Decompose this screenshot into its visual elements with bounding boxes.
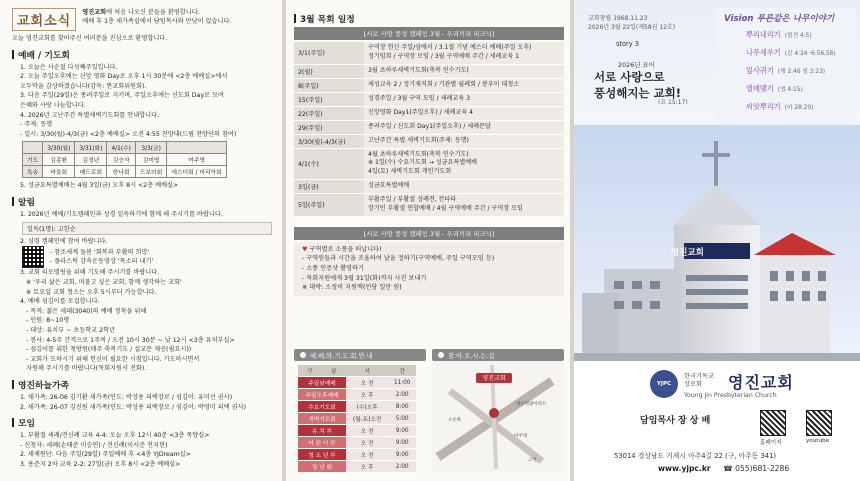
sched-cell: 김승자 — [107, 154, 135, 166]
founded-date: 교회창립 1968.11.23 — [588, 15, 648, 22]
worship-times-place: (수)오후 — [346, 401, 388, 413]
worship-section-title: 예배 / 기도회 — [12, 48, 272, 61]
worship-times-name: 청 소 년 부 — [298, 449, 346, 461]
event-row — [294, 121, 564, 135]
meeting-item: 2. 새채원단: 다음 주일(29일) 주일예배 후 <4층 YJDream실> — [20, 451, 191, 459]
worship-item: 오두막을 감상하겠습니다(감독: 찐교회위원회). — [20, 82, 147, 90]
worship-times-box — [294, 349, 426, 477]
event-line: 신앙영화 Day1(주일오후) / 세례교육 4 — [368, 108, 473, 116]
worship-times-row — [298, 437, 416, 449]
worship-item: 2. 오늘 주일오후에는 신앙 영화 Day로 오후 1시 30분에 <2층 예배실>에서 — [20, 73, 228, 81]
worship-item: 4. 2026년 고난주간 특별새벽기도회를 안내합니다. — [20, 111, 160, 119]
church-name-english: Young Jin Presbyterian Church — [684, 392, 777, 399]
vision-keyword: 잎사귀기 — [746, 66, 774, 75]
welcome-text — [82, 8, 231, 27]
worship-times-time: 2:00 — [388, 461, 416, 473]
worship-times-place: 오 전 — [346, 437, 388, 449]
vision-reference: (갈 4:24 ·6:56,58) — [784, 51, 836, 57]
event-line: 부활주일 / 부활절 성례전, 칸타타 — [368, 196, 457, 204]
worship-times-row — [298, 413, 416, 425]
phone-number: ☎ 055)681-2286 — [723, 464, 790, 473]
welcome-line3: 오늘 영진교회를 찾아주신 여러분을 진심으로 환영합니다. — [12, 35, 168, 42]
worship-times-time: 9:00 — [388, 425, 416, 437]
worship-times-time: 2:00 — [388, 389, 416, 401]
notice-item-4-line: - 목적: 젊은 세대(3040)의 예배 정착을 위해 — [26, 307, 147, 315]
worship-times-time: 9:00 — [388, 437, 416, 449]
sched-cell: 김정년 — [75, 154, 107, 166]
worship-times-time: 5:00 — [388, 413, 416, 425]
map-label-bottom: 고현 — [528, 458, 537, 463]
event-content — [364, 65, 564, 78]
bullet-icon — [438, 352, 444, 358]
event-date: 22(주일) — [294, 107, 364, 120]
picnic-text: 구역별로 소풍을 떠납니다! — [309, 245, 382, 253]
worship-times-place: 오 후 — [346, 461, 388, 473]
picnic-line — [302, 245, 556, 255]
sched-cell: 바울회 — [43, 166, 75, 178]
story-label: story 3 — [616, 40, 639, 48]
worship-item-5: 5. 성금요특별예배는 4월 3일(금) 오후 8시 <2층 예배실> — [20, 182, 179, 190]
notice-item-4-line: - 대상: 유치부 ~ 초등학교 2학년 — [26, 326, 116, 334]
worship-times-place: 오 전 — [346, 449, 388, 461]
worship-times-place: 오 후 — [346, 389, 388, 401]
worship-item: - 주제: 동행 — [20, 121, 53, 129]
qr-line-1: - 참조세계 돌봄 '회복과 부활의 희망' — [50, 248, 150, 256]
campaign-banner-2: [서로 사랑 풍성 캠페인 3월 - 우리끼리 피크닉] — [294, 227, 564, 240]
event-line: 고난주간 특별 새벽기도회(주제: 동행) — [368, 136, 469, 144]
event-line: 성금요특별예배 — [368, 182, 410, 190]
worship-times-place: (월-토)오전 — [346, 413, 388, 425]
sched-cell: 에스더회 / 마리아회 — [167, 166, 226, 178]
worship-times-place: 오 전 — [346, 425, 388, 437]
notice-section-title: 알림 — [12, 195, 272, 208]
qr-code-icon[interactable] — [22, 246, 44, 268]
year-motto-label: 2026년 표어 — [618, 61, 655, 69]
worship-items — [12, 63, 272, 140]
worship-times-header: 예.배.와.기.도.회.안.내 — [294, 349, 426, 361]
directions-header: 찾.아.오.시.는.길 — [432, 349, 564, 361]
welcome-line1: 에 처음 나오신 분들을 환영합니다. — [106, 9, 200, 16]
worship-times-time: 8:00 — [388, 401, 416, 413]
vision-keyword: 씨앗뿌리기 — [746, 102, 781, 111]
sched-day-header — [167, 142, 226, 154]
worship-times-row — [298, 389, 416, 401]
meeting-items — [12, 431, 272, 469]
event-content — [364, 107, 564, 120]
notice-item-4-line: - 인원: 8~10명 — [26, 317, 70, 325]
sched-cell: 한나회 — [107, 166, 135, 178]
vision-line — [746, 84, 803, 94]
event-date: 3/1(주일) — [294, 42, 364, 64]
reading-box: 일독(1명): 고한순 — [22, 222, 272, 235]
family-item: 1. 새가족: 26-06 김기환 새가족(인도: 박성용 피택장로 / 섬김이: 유미선 권사) — [20, 394, 233, 402]
event-line: 4월 초하루새벽기도회(축복 인수기도) — [368, 150, 469, 158]
event-date: 5일(주일) — [294, 194, 364, 216]
worship-times-name: 어 린 이 부 — [298, 437, 346, 449]
news-header — [12, 8, 272, 31]
event-line: ※ 1일(수) 수요기도회 → 성금요특별예배 — [368, 159, 478, 167]
picnic-line — [302, 274, 556, 284]
welcome-line2: 예배 후 1층 새가족실에서 담임목사와 만남이 있습니다. — [82, 18, 232, 26]
prayer-schedule-table — [22, 141, 227, 178]
notice-item-4-line: - 교회가 도하시기 위해 헌신이 필요한 시점입니다. 기도하시면서 — [26, 355, 200, 363]
worship-times-time: 11:00 — [388, 377, 416, 389]
schedule-title: 3월 목회 일정 — [294, 12, 564, 25]
church-building-photo — [574, 125, 860, 361]
event-date: 3/30(월)-4/3(금) — [294, 135, 364, 148]
cross-vertical — [714, 141, 718, 187]
worship-times-row — [298, 461, 416, 473]
middle-panel — [286, 0, 572, 481]
church-marker-icon — [489, 408, 499, 418]
picnic-text: ※ 대박: 소정비 지원액(인당 일만 원) — [302, 284, 402, 292]
event-content — [364, 79, 564, 92]
family-section-title: 영진하늘가족 — [12, 378, 272, 391]
worship-times-name: 청 년 회 — [298, 461, 346, 473]
campaign-qr-row — [22, 246, 272, 268]
event-line: 3월 초하루새벽기도회(축복 인수기도) — [368, 66, 469, 74]
sched-cell: 김종환 — [43, 154, 75, 166]
event-content — [364, 194, 564, 216]
event-content — [364, 149, 564, 179]
church-news-title: 교회소식 — [12, 8, 76, 31]
event-row — [294, 65, 564, 79]
picnic-list — [294, 242, 564, 296]
event-row — [294, 42, 564, 65]
heart-icon: ♥ — [302, 245, 310, 253]
event-date: 8(주일) — [294, 79, 364, 92]
map-label-cross: 오른쪽 — [448, 418, 462, 423]
issue-meta — [588, 14, 675, 32]
worship-times-row — [298, 449, 416, 461]
worship-times-time: 9:00 — [388, 449, 416, 461]
vision-line — [746, 30, 812, 40]
worship-times-head-cell: 간 — [388, 365, 416, 377]
notice-item-3a: ※ '우리 삶은 교회, 머물고 싶은 교회, 함께 생각하는 교회' — [26, 278, 182, 286]
worship-item: 1. 오늘은 사순절 다섯째주일입니다. — [20, 63, 118, 71]
worship-times-name: 새벽기도회 — [298, 413, 346, 425]
worship-times-name: 수요기도회 — [298, 401, 346, 413]
qr-line-2: - 플라스틱 감축운동영상 '목소리 내기' — [50, 258, 154, 266]
church-logo-icon: YJPC — [650, 370, 678, 398]
notice-item-4-line: - 봉사: 4-5주 간격으로 1주씩 / 오전 10시 30분 ~ 낮 12시 <3층 유치부실> — [26, 336, 235, 344]
event-list — [294, 42, 564, 217]
vision-line — [746, 48, 836, 58]
family-items — [12, 393, 272, 412]
worship-item: 은혜와 사랑 나눔합니다. — [20, 102, 86, 110]
map-label-store: 대우영광아파트 — [516, 402, 547, 407]
worship-times-head-cell: 시 — [346, 365, 388, 377]
motto-line-1: 서로 사랑으로 — [594, 70, 665, 84]
picnic-text: - 소풍 인증샷 촬영하기 — [302, 265, 364, 273]
event-row — [294, 180, 564, 194]
sched-day-header: 3/30(월) — [43, 142, 75, 154]
event-content — [364, 93, 564, 106]
map-church-label: 영진교회 — [482, 375, 506, 382]
church-address: 53014 경상남도 거제시 아주4길 22 (구, 아주동 341) — [614, 452, 777, 460]
campaign-banner-1: [서로 사랑 풍성 캠페인 3월 - 우리끼리 피크닉] — [294, 27, 564, 40]
location-map[interactable] — [432, 361, 564, 473]
event-row — [294, 93, 564, 107]
vision-keyword: 열매맺기 — [746, 84, 774, 93]
sched-day-header: 3/3(금) — [135, 142, 166, 154]
pastor-name: 담임목사 장 상 배 — [640, 416, 711, 426]
sched-row-label: 기도 — [23, 154, 43, 166]
vision-line — [746, 102, 813, 112]
sched-day-header: 4/1(수) — [107, 142, 135, 154]
event-line: 종려주일 / 신도회 Day1(주일오후) / 세례문답 — [368, 122, 491, 130]
notice-item-3b: ※ 토요일 교회 청소는 오후 5시부터 가능합니다. — [26, 288, 157, 296]
event-row — [294, 194, 564, 217]
worship-times-row — [298, 425, 416, 437]
sched-cell: 김미엽 — [135, 154, 166, 166]
event-row — [294, 149, 564, 180]
notice-item-4-details — [12, 307, 272, 374]
contact-row — [658, 464, 789, 473]
youtube-qr-label: youtube — [806, 438, 830, 444]
youtube-qr-icon[interactable] — [806, 410, 832, 436]
vision-reference: (행 2:46 빌 3:23) — [777, 69, 826, 75]
denomination-line-2: 장로회 — [684, 381, 702, 389]
meeting-item: - 신청자: 세례(손태준 이승연) / 견신례(이서준 전지현) — [20, 441, 168, 449]
sched-cell: 여주영 — [167, 154, 226, 166]
vision-keyword: 뿌리내리기 — [746, 30, 781, 39]
event-date: 2(월) — [294, 65, 364, 78]
sched-cell: 드보라회 — [135, 166, 166, 178]
event-content — [364, 121, 564, 134]
church-name: 영진교회 — [728, 373, 794, 392]
event-date: 4/1(수) — [294, 149, 364, 179]
worship-times-place: 오 전 — [346, 377, 388, 389]
event-date: 3일(금) — [294, 180, 364, 193]
event-row — [294, 135, 564, 149]
event-date: 29(주일) — [294, 121, 364, 134]
sched-cell: 베드로회 — [75, 166, 107, 178]
worship-times-head-cell: 구 — [298, 365, 322, 377]
website-link[interactable]: www.yjpc.kr — [658, 464, 711, 473]
event-content — [364, 135, 564, 148]
vision-title: Vision 푸른같은 나무이야기 — [724, 14, 835, 24]
cross-horizontal — [702, 153, 730, 157]
event-row — [294, 107, 564, 121]
event-line: 4일(토) 새벽기도회 개인기도회 — [368, 168, 452, 176]
worship-times-table — [298, 365, 416, 473]
worship-times-row — [298, 401, 416, 413]
picnic-text: - 구역원들과 시간을 조율하여 날을 정하기(구역예배, 주일 구역모임 등) — [302, 255, 495, 263]
issue-number: 2026년 3월 22일(제58권 12호) — [588, 24, 676, 31]
bullet-icon — [300, 352, 306, 358]
event-line: 장기인 부활절 연합예배 / 4월 구역예배 주간 / 구역장 모임 — [368, 204, 523, 212]
event-date: 15(주일) — [294, 93, 364, 106]
left-panel — [0, 0, 282, 481]
worship-times-name: 유 치 부 — [298, 425, 346, 437]
sched-day-header: 3/31(화) — [75, 142, 107, 154]
event-row — [294, 79, 564, 93]
vision-reference: (빌전 4:5) — [784, 33, 812, 39]
homepage-qr-icon[interactable] — [760, 410, 786, 436]
meeting-item: 3. 용준지 2차 교육 2-2: 27일(금) 오후 8시 <2층 예배실> — [20, 461, 181, 469]
sched-corner — [23, 142, 43, 154]
notice-item-1: 1. 2026년 예배/기도캠페인과 성경 일독하기에 함께 해 주시기를 바랍니다. — [20, 211, 223, 219]
picnic-text: - 목회지원에게 3월 31일(화)까지 사진 보내기 — [302, 274, 427, 282]
vision-keyword: 나무세우기 — [746, 48, 781, 57]
cover-panel — [574, 0, 860, 481]
notice-item-4-line: 자원해 주시기를 바랍니다(목회지원서 전화). — [26, 365, 147, 373]
picnic-line — [302, 283, 556, 293]
map-label-road: 아주대 — [514, 434, 528, 439]
vision-reference: (엡 4:15) — [777, 87, 803, 93]
family-item: 2. 새가족: 26-07 김진원 새가족(인도: 박성용 피택장로 / 섬김이: 박영미 피택 권사) — [20, 403, 247, 411]
worship-item: 3. 다음 주일(29일)은 종려주일로 지키며, 주일오후에는 신도회 Day로 모여 — [20, 92, 224, 100]
notice-item-4: 4. 예배 섬김이를 모집합니다. — [20, 298, 100, 306]
event-line: 정기임회 / 구역장 모임 / 3월 구역예배 주간 / 세례교육 1 — [368, 52, 520, 60]
worship-item: - 일시: 3/30(월)-4/3(금) <2층 예배실> 오전 4:55 찬양대(드림 찬양단의 참여) — [20, 130, 237, 138]
motto-reference: (요 15:17) — [658, 99, 688, 106]
event-line: 구역장 헌신 주일/삼에서 / 3.1절 기념 예스더 예배(주일 오후) — [368, 44, 532, 51]
notice-item-2: 2. 심령 캠페인에 참여 바랍니다. — [20, 237, 108, 245]
motto-line-2: 풍성해지는 교회! — [594, 85, 682, 100]
notice-item-4-line: - 섬김이를 위한 첫방원(매주 축복기도 / 설교문 제공(필요시)) — [26, 346, 192, 354]
picnic-line — [302, 264, 556, 274]
welcome-church-name: 영진교회 — [82, 9, 107, 16]
worship-times-head-cell: 분 — [322, 365, 346, 377]
worship-times-row — [298, 377, 416, 389]
sched-row-label: 특송 — [23, 166, 43, 178]
denomination-line-1: 한국기독교 — [684, 373, 714, 380]
vision-line — [746, 66, 825, 76]
event-content — [364, 180, 564, 193]
meeting-section-title: 모임 — [12, 416, 272, 429]
event-content — [364, 42, 564, 64]
worship-times-name: 주일오후예배 — [298, 389, 346, 401]
info-boxes — [294, 349, 564, 477]
worship-times-name: 주일낮예배 — [298, 377, 346, 389]
building-sign: 영진교회 — [671, 248, 704, 258]
directions-box — [432, 349, 564, 477]
denomination — [684, 373, 714, 389]
vision-reference: (마 28:20) — [784, 105, 814, 111]
event-line: 성경주일 / 3월 구역 모임 / 세례교육 3 — [368, 94, 470, 102]
meeting-item: 1. 부활절 세례/견신례 교육 4-4: 오늘 오후 12시 40분 <3층 목양실> — [20, 432, 210, 440]
homepage-qr-label: 홈페이지 — [760, 440, 782, 446]
event-line: 새성교육 2 / 정기제직회 / 기관별 월례회 / 봉우이 대청소 — [368, 80, 520, 88]
notice-item-3: 3. 교회 리모델링을 위해 기도해 주시기를 바랍니다. — [20, 269, 160, 277]
picnic-line — [302, 254, 556, 264]
